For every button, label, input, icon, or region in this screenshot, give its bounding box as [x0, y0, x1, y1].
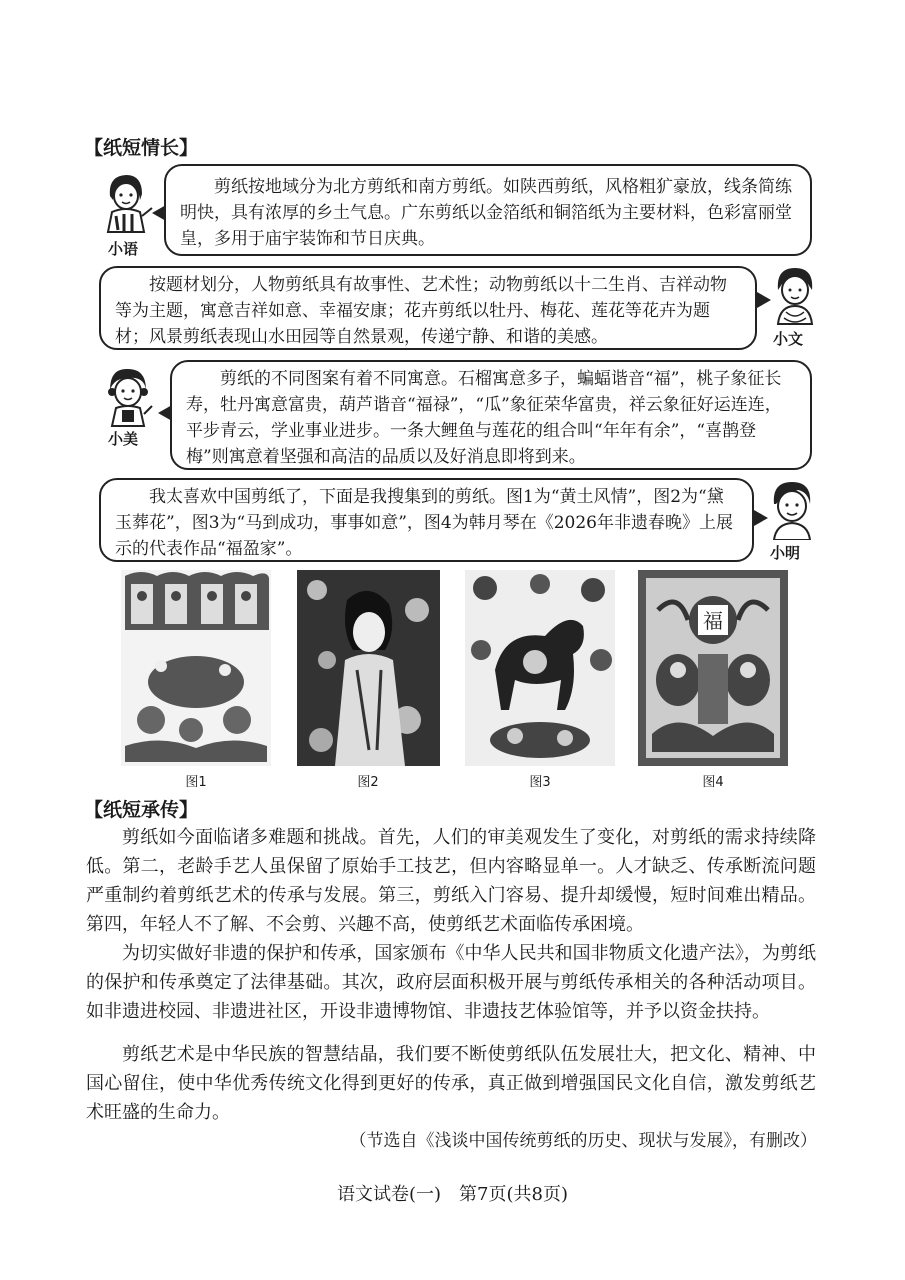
figure-3-caption: 图3 [529, 775, 551, 790]
speech-bubble-xiaomei [170, 360, 812, 470]
speaker-name-xiaoyu: 小语 [108, 240, 139, 258]
section-title-inheritance: 【纸短承传】 [84, 799, 199, 821]
speech-bubble-xiaoyu [164, 164, 812, 256]
speech-bubble-xiaowen [99, 266, 757, 350]
source-citation: （节选自《浅谈中国传统剪纸的历史、现状与发展》，有删改） [349, 1131, 817, 1151]
speaker-name-xiaowen: 小文 [773, 330, 804, 348]
figure-4-image [638, 570, 788, 766]
xiaoyu-avatar-icon [96, 170, 156, 234]
speech-text-xiaoming: 我太喜欢中国剪纸了，下面是我搜集到的剪纸。图1为“黄土风情”，图2为“黛玉葬花”，图3为“马到成功，事事如意”，图4为韩月琴在《2026年非遗春晚》上展示的代表作品“福盈家”。 [115, 487, 733, 559]
speaker-name-xiaoming: 小明 [770, 544, 801, 562]
figure-3-image [465, 570, 615, 766]
speech-text-xiaoyu: 剪纸按地域分为北方剪纸和南方剪纸。如陕西剪纸，风格粗犷豪放，线条简练明快，具有浓厚的乡土气息。广东剪纸以金箔纸和铜箔纸为主要材料，色彩富丽堂皇，多用于庙宇装饰和节日庆典。 [180, 177, 792, 249]
figure-4-fu-character: 福 [703, 609, 723, 633]
section-title-paper-love: 【纸短情长】 [84, 137, 199, 159]
figure-2-caption: 图2 [357, 775, 379, 790]
body-paragraph-1: 剪纸如今面临诸多难题和挑战。首先，人们的审美观发生了变化，对剪纸的需求持续降低。第二，老龄手艺人虽保留了原始手工技艺，但内容略显单一。人才缺乏、传承断流问题严重制约着剪纸艺术的传承与发展。第三，剪纸入门容易、提升却缓慢，短时间难出精品。第四，年轻人不了解、不会剪、兴趣不高，使剪纸艺术面临传承困境。 [86, 827, 816, 935]
figure-4-caption: 图4 [702, 775, 724, 790]
speaker-name-xiaomei: 小美 [108, 430, 139, 448]
figure-1-caption: 图1 [185, 775, 207, 790]
page-footer: 语文试卷(一) 第7页(共8页) [337, 1184, 568, 1205]
speech-text-xiaowen: 按题材划分，人物剪纸具有故事性、艺术性；动物剪纸以十二生肖、吉祥动物等为主题，寓意吉祥如意、幸福安康；花卉剪纸以牡丹、梅花、莲花等花卉为题材；风景剪纸表现山水田园等自然景观，传递宁静、和谐的美感。 [115, 275, 727, 347]
speech-text-xiaomei: 剪纸的不同图案有着不同寓意。石榴寓意多子，蝙蝠谐音“福”，桃子象征长寿，牡丹寓意富贵，葫芦谐音“福禄”，“瓜”象征荣华富贵，祥云象征好运连连，平步青云，学业事业进步。一条大鲤鱼与莲花的组合叫“年年有余”，“喜鹊登梅”则寓意着坚强和高洁的品质以及好消息即将到来。 [186, 369, 782, 467]
body-paragraph-2: 为切实做好非遗的保护和传承，国家颁布《中华人民共和国非物质文化遗产法》，为剪纸的保护和传承奠定了法律基础。其次，政府层面积极开展与剪纸传承相关的各种活动项目。如非遗进校园、非遗进社区，开设非遗博物馆、非遗技艺体验馆等，并予以资金扶持。 [86, 943, 816, 1022]
body-paragraph-3: 剪纸艺术是中华民族的智慧结晶，我们要不断使剪纸队伍发展壮大，把文化、精神、中国心留住，使中华优秀传统文化得到更好的传承，真正做到增强国民文化自信，激发剪纸艺术旺盛的生命力。 [86, 1044, 816, 1123]
figure-2-image [297, 570, 440, 766]
xiaowen-avatar-icon [770, 264, 820, 326]
figure-1-image [121, 570, 271, 766]
xiaomei-avatar-icon [100, 366, 156, 428]
xiaoming-avatar-icon [764, 478, 820, 540]
speech-bubble-xiaoming [99, 478, 754, 562]
